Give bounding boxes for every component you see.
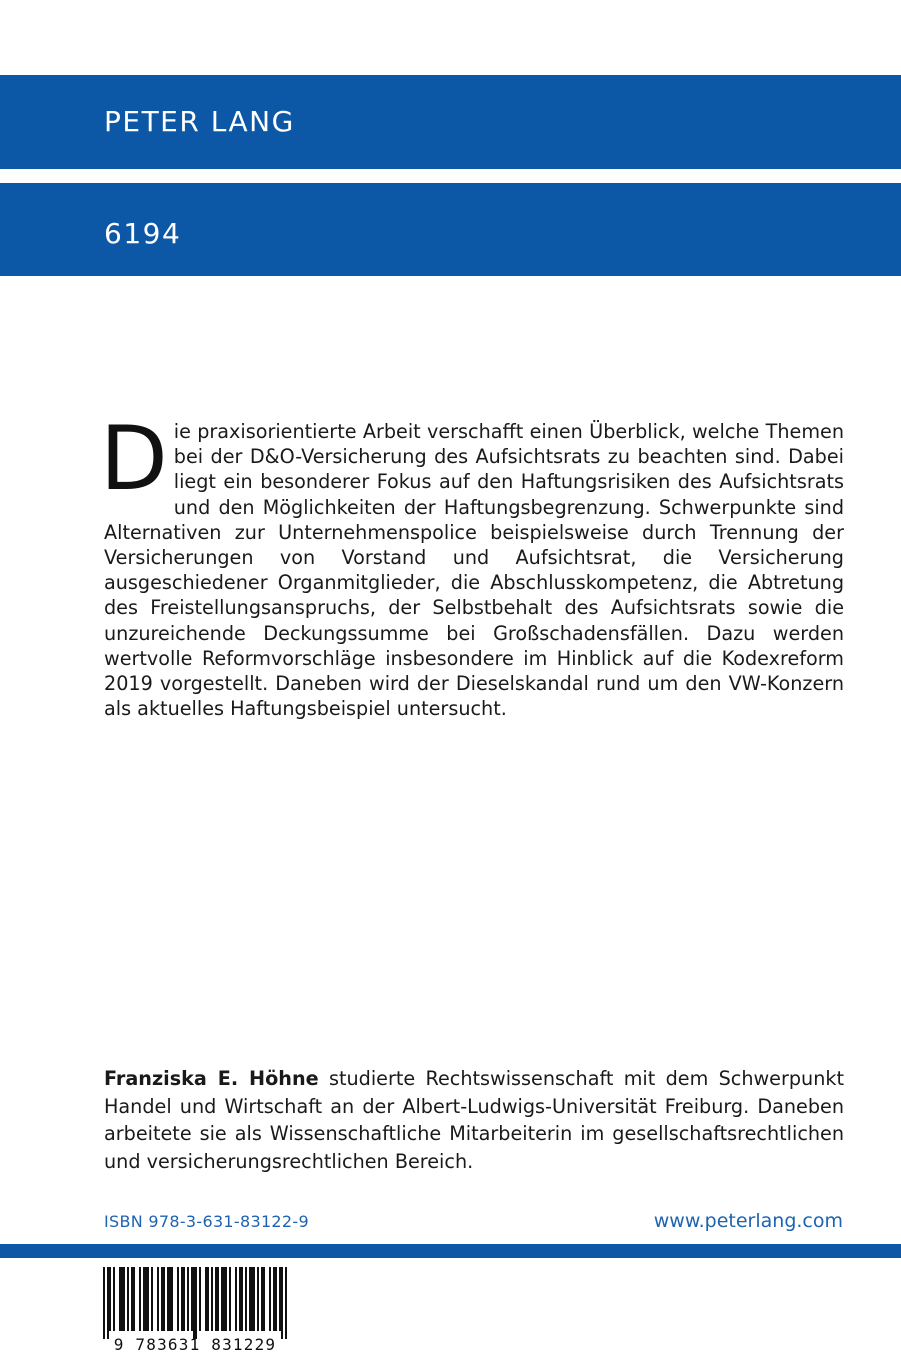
barcode-bar — [221, 1267, 223, 1331]
barcode-bar — [207, 1267, 209, 1331]
barcode-bar — [253, 1267, 255, 1331]
barcode-bar — [275, 1267, 277, 1331]
barcode-bar — [269, 1267, 271, 1331]
book-description — [100, 407, 844, 721]
barcode-bar — [147, 1267, 149, 1331]
barcode-bar — [139, 1267, 141, 1331]
barcode-bar — [225, 1267, 227, 1331]
description-text: ie praxisorientierte Arbeit verschafft einen Überblick, welche Themen bei der D&O-Versicherung des Aufsichtsrats zu beachten sind. Dabei liegt ein besonderer Fokus auf den Haftungsrisiken des Aufsichtsrats und den Möglichkeiten der Haftungsbegrenzung. Schwerpunkte sind Alternativen zur Unternehmenspolice beispielsweise durch Trennung der Versicherungen von Vorstand und Aufsichtsrat, die Versicherung ausgeschiedener Organmitglieder, die Abschlusskompetenz, die Abtretung des Freistellungsanspruchs, der Selbstbehalt des Aufsichtsrats sowie die unzureichende Deckungssumme bei Großschadensfällen. Dazu werden wertvolle Reformvorschläge insbesondere im Hinblick auf die Kodexreform 2019 vorgestellt. Daneben wird der Dieselskandal rund um den VW-Konzern als aktuelles Haftungsbeispiel untersucht. — [104, 420, 844, 721]
barcode-bar — [109, 1267, 111, 1331]
barcode-bar — [281, 1267, 283, 1339]
barcode-bar — [217, 1267, 219, 1331]
isbn-label: ISBN 978-3-631-83122-9 — [104, 1212, 309, 1231]
barcode-bar — [187, 1267, 189, 1331]
barcode-bar — [285, 1267, 287, 1339]
drop-cap-letter: D — [100, 407, 168, 510]
barcode-bar — [151, 1267, 153, 1331]
barcode-bar — [263, 1267, 265, 1331]
barcode-bar — [107, 1267, 109, 1339]
barcode-bar — [171, 1267, 173, 1331]
barcode-bar — [229, 1267, 231, 1331]
barcode-bar — [279, 1267, 281, 1331]
barcode-bar — [211, 1267, 213, 1331]
barcode-digits: 9 783631 831229 — [113, 1335, 277, 1354]
barcode-bar — [103, 1267, 105, 1339]
author-bio — [104, 1065, 844, 1175]
barcode-bar — [191, 1267, 193, 1331]
barcode-bars-icon — [97, 1267, 293, 1339]
series-band — [0, 183, 901, 276]
barcode-bar — [119, 1267, 121, 1331]
barcode-bar — [169, 1267, 171, 1331]
barcode-bar — [131, 1267, 133, 1331]
barcode-bar — [239, 1267, 241, 1331]
barcode-bar — [199, 1267, 201, 1331]
barcode-bar — [261, 1267, 263, 1331]
barcode-bar — [123, 1267, 125, 1331]
barcode-bar — [145, 1267, 147, 1331]
publisher-band — [0, 75, 901, 169]
barcode-bar — [241, 1267, 243, 1331]
barcode-bar — [127, 1267, 129, 1331]
barcode-bar — [249, 1267, 251, 1331]
barcode-bar — [161, 1267, 163, 1331]
barcode-bar — [181, 1267, 183, 1331]
author-name: Franziska E. Höhne — [104, 1067, 319, 1090]
barcode-bar — [235, 1267, 237, 1331]
barcode-bar — [143, 1267, 145, 1331]
barcode-bar — [273, 1267, 275, 1331]
footer-rule — [0, 1244, 901, 1258]
barcode-bar — [121, 1267, 123, 1331]
barcode-bar — [193, 1267, 195, 1339]
barcode-bar — [183, 1267, 185, 1331]
publisher-website-link[interactable]: www.peterlang.com — [653, 1210, 843, 1232]
author-bio-text: studierte Rechtswissenschaft mit dem Schwerpunkt Handel und Wirtschaft an der Albert-Ludwigs-Universität Freiburg. Daneben arbeitete sie als Wissenschaftliche Mitarbeiterin im gesellschaftsrechtlichen und versicherungsrechtlichen Bereich. — [104, 1067, 845, 1173]
series-number: 6194 — [104, 217, 182, 250]
barcode-bar — [215, 1267, 217, 1331]
barcode-bar — [245, 1267, 247, 1331]
barcode-bar — [163, 1267, 165, 1331]
publisher-name: PETER LANG — [104, 105, 295, 138]
barcode-bar — [113, 1267, 115, 1331]
barcode-bar — [257, 1267, 259, 1331]
barcode-bar — [157, 1267, 159, 1331]
barcode-bar — [167, 1267, 169, 1331]
barcode-bar — [133, 1267, 135, 1331]
barcode-bar — [195, 1267, 197, 1339]
barcode-bar — [223, 1267, 225, 1331]
barcode-bar — [177, 1267, 179, 1331]
isbn-barcode — [97, 1267, 293, 1360]
barcode-bar — [205, 1267, 207, 1331]
barcode-bar — [251, 1267, 253, 1331]
